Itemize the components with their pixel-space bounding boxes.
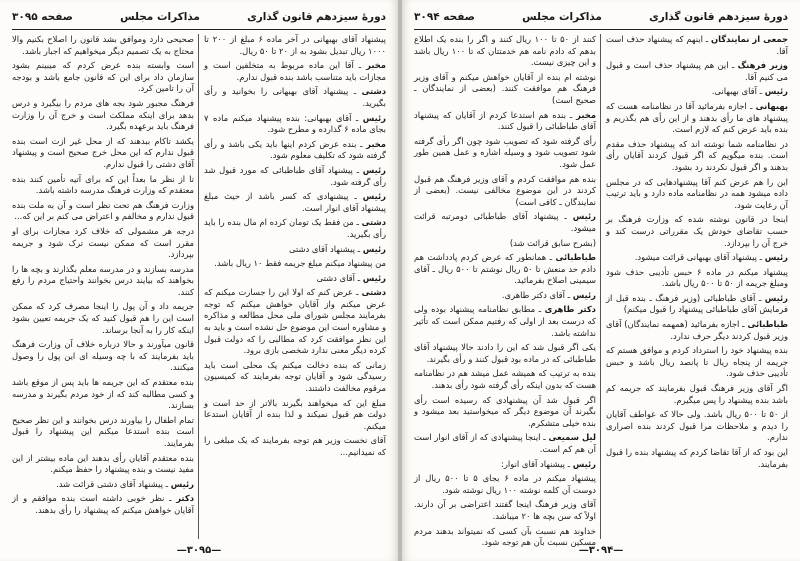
paragraph-text: پیشنهاد میکنم در ماده ۶ بجای ۵ تا ۵۰۰ ریال از دوست آن کلمه نوشته ۱۰۰ ریال نوشته شود. — [414, 473, 596, 495]
paragraph — [204, 435, 386, 458]
speaker-name: مخبر — [576, 109, 597, 120]
paragraph-text: یکی اگر قبول شد که این را دادند حالا پیشنهاد آقای طباطبائی که در ماده بود قبول کنند و رأی بگیرند. — [414, 342, 596, 364]
paragraph-text: من فقط یک تومان کرده ام مال بنده را باید رأی بگیرید. — [204, 217, 386, 239]
left-page-label: صفحه ۳۰۹۵ — [12, 11, 73, 23]
left-page — [0, 0, 398, 561]
paragraph: رئیس ـ پیشنهاد آقای انوار: — [501, 458, 596, 469]
paragraph: دشتی ـ عرض کنم که اولا این را جسارت میکنم که عرض میکنم واز آقایان خواهش میکنم که توجه بفرمایند مجلس شورای ملی محل مطالعه و مذاکره و مشاوره است این موضوع حل نشده است و باید به این نظر موافقت کرد که مطالبی را که دولت قبول کرده دیگر معنی ندارد شخصی بازی برود. — [204, 287, 386, 356]
paragraph-text: پیشنهاد آقای انوار: — [501, 458, 565, 469]
paragraph-text: این را هم عرض کنم آقا پیشنهادهایی که در مجلس داده میشود همه در نظامنامه ماده دارد و باید ترتیب آن رعایت شود. — [606, 176, 788, 210]
paragraph-text: بنده عرض کردم اینها باید یکی باشد و رأی گرفته شود که تکلیف معلوم شود. — [204, 138, 386, 161]
speaker-name: جمعی از نمایندگان — [710, 34, 788, 44]
speaker-name: مخبر — [366, 138, 386, 149]
right-page-number: —۳۰۹۴— — [578, 545, 624, 556]
speaker-name: رئیس — [572, 458, 596, 469]
paragraph: جمعی از نمایندگان ـ اینهم که پیشنهاد حذف است آقا. — [606, 34, 788, 56]
paragraph-text: من پیشنهاد میکنم مبلغ جریمه فقط ۱۰ ریال باشد. — [214, 258, 386, 269]
paragraph-text: پیشنهاد آقای بهبهانی قرائت میشود. — [634, 252, 757, 263]
speaker-name: رئیس — [362, 112, 387, 123]
paragraph — [606, 447, 788, 470]
paragraph-text: از ۵۰ تا ۵۰۰ ریال باشد. ولی حالا که عواطف آقایان را دیدم و ملاحظات مرا قبول کردند بنده اصراری ندارم. — [606, 409, 788, 443]
paragraph: دکتر ـ نظر خوبی داشته است بنده موافقم و از آقایان خواهش میکنم که پیشنهاد را رأی بدهند. — [12, 493, 194, 515]
speaker-name: بهبهانی — [755, 100, 789, 111]
left-page-number-text: ۳۰۹۵ — [186, 545, 212, 556]
paragraph — [12, 453, 194, 476]
speaker-name: رئیس — [362, 272, 386, 283]
paragraph — [606, 214, 788, 249]
left-page-number: —۳۰۹۵— — [176, 545, 222, 556]
right-page — [402, 0, 800, 561]
right-page-column-right — [606, 34, 788, 539]
paragraph-text: قانون میآورند و حالا درباره خلاف آن وزارت فرهنگ باید بفرمایند که با چه وسیله ای این پول را وصول میکنند. — [12, 339, 194, 373]
paragraph: مخبر ـ آقا این ماده مربوط به متخلفین است و مجازات باید متناسب باشد بنده قبول ندارم. — [204, 60, 386, 82]
paragraph-text: همانطور که عرض کردم پادداشت هم دادم حد منعش تا ۵۰ ریال نوشتم تا ۵۰۰ ریال ـ آقای سیمینی اصلاح بفرمائید. — [414, 252, 596, 286]
paragraph-text: مبلغ این که میخواهند بگیرند بالاتر از حد است و دولت هم قبول نمیکند و لذا بنده از آقایان استدعا میکنم. — [204, 397, 386, 431]
left-page-columns — [12, 34, 386, 539]
paragraph-text: آقا این ماده مربوط به متخلفین است و مجازات باید متناسب باشد بنده قبول ندارم. — [204, 60, 386, 82]
paragraph-text: اگر آقای وزیر فرهنگ قبول بفرمایند که جریمه کم باشد بنده پیشنهاد را پس میگیرم. — [606, 383, 788, 405]
paragraph: رئیس ـ آقای بهبهانی. — [711, 86, 788, 97]
paragraph-text: مطابق نظامنامه پیشنهاد بوده ولی که درست بعد از اولی که رفتیم ممکن است که تأثیر نداشته باشد. — [414, 304, 596, 338]
paragraph-text: درجه هر مشمولی که خلاف کرد مجازات برای او مقرر است که ممکن نیست ترک شود و جریمه بپردازد. — [12, 225, 194, 260]
paragraph: مخبر ـ بنده عرض کردم اینها باید یکی باشد و رأی گرفته شود که تکلیف معلوم شود. — [204, 138, 386, 161]
paragraph-text: وزارت فرهنگ هم تحت نظر است و آن به ملت بنده قبول ندارم و مخالفم و اعتراض می کنم بر این که... — [12, 199, 194, 222]
paragraph-text: پیشنهاد آقای بهبهانی را بخوانید و رأی بگیرید. — [204, 86, 386, 108]
paragraph: رئیس ـ پیشنهاد آقای بهبهانی قرائت میشود. — [634, 252, 788, 263]
paragraph — [606, 409, 788, 444]
paragraph — [12, 34, 194, 57]
paragraph-text: اجازه بفرمائید (همهمه نمایندگان) آقای وزیر قبول کردند دیگر حرف ندارد. — [606, 319, 788, 341]
paragraph: رئیس ـ پیشنهاد آقای طباطبائی دومرتبه قرائت میشود. — [414, 211, 596, 233]
paragraph — [414, 395, 596, 430]
paragraph: رئیس ـ پیشنهاد آقای دشتی قرائت شد. — [56, 478, 194, 489]
paragraph-text: مدرسه بسازند و در مدرسه معلم بگذارند و بچه ها را بخواهند که بیایند درس بخوانند واحتیاج مردم را رفع کنند. — [12, 263, 194, 297]
speaker-name: رئیس — [764, 292, 788, 303]
paragraph: رئیس ـ پیشنهاد آقای طباطبائی که مورد قبول شد رأی گرفته شود. — [204, 164, 386, 187]
column-divider — [600, 34, 601, 539]
paragraph — [606, 267, 788, 290]
speaker-name: دکتر طاهری — [544, 304, 596, 315]
paragraph-text: آقای بهبهانی. — [711, 86, 757, 97]
right-page-label: صفحه ۳۰۹۴ — [414, 11, 475, 23]
right-section-label: مذاکرات مجلس — [522, 11, 602, 23]
paragraph — [204, 360, 386, 395]
left-page-column-left — [12, 34, 194, 539]
paragraph-text: اینجا در قانون نوشته شده که وزارت فرهنگ بر حسب تقاضای خودش یک مقرراتی درست کند و خرج آن را بپردازد. — [606, 214, 788, 248]
paragraph: دکتر طاهری ـ مطابق نظامنامه پیشنهاد بوده ولی که درست بعد از اولی که رفتیم ممکن است که تأثیر نداشته باشد. — [414, 304, 596, 338]
paragraph-text: یکشد تاکام ببدهند که از محل غیر ازت است بنده قبول ندارم که این محل خرج صحیح است و پیشنهاد آقای دشتی را قبول ندارم. — [12, 135, 194, 169]
speaker-name: دشتی — [361, 287, 386, 298]
paragraph: دشتی ـ من فقط یک تومان کرده ام مال بنده را باید رأی بگیرید. — [204, 217, 387, 239]
paragraph-text: نوشته ام بنده از آقایان خواهش میکنم و آقای وزیر فرهنگ هم موافقت کنند. (بعضی از نمایندگان ـ صحیح است) — [414, 71, 596, 105]
paragraph-text: پیشنهاد آقای بهبهانی در آخر ماده ۶ مبلغ از ۲۰۰ تا ۱۰۰۰ ریال تبدیل بشود به از ۲۰ تا ۵۰ ریال. — [204, 34, 387, 56]
paragraph-text: اگر قبول شد آن پیشنهادی که رسیده است رأی بگیرند آن موضوع دیگر که میخواستید بعد میشود و بنده خیلی متشکرم. — [414, 394, 596, 428]
paragraph — [606, 345, 788, 380]
speaker-name: دشتی — [361, 217, 387, 228]
paragraph: لیل سمیعی ـ اینجا پیشنهادی که از آقای انوار است آن هم کم است. — [414, 432, 596, 454]
paragraph — [12, 415, 194, 450]
paragraph: طباطبائی ـ همانطور که عرض کردم پادداشت هم دادم حد منعش تا ۵۰ ریال نوشتم تا ۵۰۰ ریال ـ آقای سیمینی اصلاح بفرمائید. — [414, 252, 596, 286]
speaker-name: طباطبائی — [555, 252, 596, 263]
left-section-label: مذاکرات مجلس — [120, 11, 200, 23]
paragraph-text: آقای بهبهانی: بنده پیشنهاد میکنم ماده ۷ بجای ماده ۶ گذارده و مطرح شود. — [204, 112, 386, 135]
paragraph-text: پیشنهاد آقای طباطبائی دومرتبه قرائت میشود. — [414, 211, 596, 233]
paragraph: رئیس ـ آقای بهبهانی: بنده پیشنهاد میکنم ماده ۷ بجای ماده ۶ گذارده و مطرح شود. — [204, 112, 387, 135]
paragraph-text: تمام اطفال را بیاورند درس بخوانند و این نظر صحیح است بنده استدعا میکنم این پیشنهاد را قبول بفرمایند. — [12, 414, 194, 448]
paragraph-text: اینهم که پیشنهاد حذف است آقا. — [606, 34, 788, 56]
speaker-name: لیل سمیعی — [548, 432, 596, 443]
paragraph-text: صحیحی دارد وموافق بشد قانون را اصلاح بکنیم والا محتاج به یک تصمیم دیگر میخواهیم که اجبار باشد. — [12, 34, 194, 56]
paragraph-text: بنده هم استدعا کردم از آقایان که پیشنهاد آقای طباطبائی را قبول کنند. — [414, 109, 596, 132]
speaker-name: طباطبائی — [747, 319, 788, 330]
right-page-number-text: ۳۰۹۴ — [588, 545, 614, 556]
paragraph — [414, 473, 596, 496]
paragraph-text: آقای طباطبائی (وزیر فرهنگ ـ بنده قبل از فرمایش آقای طباطبائی پیشنهاد را قبول میکنم) — [606, 292, 788, 315]
paragraph-text: این هم پیشنهاد حذف است و قبول می کنیم آقا. — [606, 60, 788, 82]
paragraph-text: بنده به ترتیب که همیشه عمل میشد هم در نظامنامه هست که بدون اینکه رأی گرفته شود رأی بدهند. — [414, 368, 596, 391]
paragraph-text: پیشنهادی که کسر باشد از حیث مبلغ پیشنهاد آقای انوار است. — [204, 191, 386, 213]
paragraph-text: کنند از ۵۰ تا ۱۰۰ ریال کنند و اگر را بنده یک اطلاع بدهم که دادم نامه هم خدمتتان که تا ۱۰۰ ریال باشد و این چیزی نیست. — [414, 34, 596, 68]
right-section-title: دورۀ سیزدهم قانون گذاری — [649, 11, 788, 23]
speaker-name: رئیس — [362, 191, 386, 202]
column-divider — [198, 34, 199, 539]
paragraph-text: این بود که از آقا تقاضا کردم که پیشنهاد بنده را قبول بفرمایند. — [606, 447, 788, 469]
paragraph-text: اجازه بفرمائید آقا در نظامنامه هست که پیشنهاد های ما رأی بدهند و از این رأی هم بگذریم و بنده باید عرض کنم که لازم است. — [606, 100, 788, 135]
left-page-column-right — [204, 34, 386, 539]
paragraph — [414, 368, 596, 391]
speaker-name: وزیر فرهنگ — [737, 60, 788, 71]
paragraph — [12, 339, 194, 374]
paragraph: رئیس ـ آقای طباطبائی (وزیر فرهنگ ـ بنده قبل از فرمایش آقای طباطبائی پیشنهاد را قبول میکنم) — [606, 292, 788, 315]
paragraph-text: پیشنهاد آقای دشتی قرائت شد. — [56, 478, 163, 489]
paragraph-text: بنده پیشنهاد خود را استرداد کردم و موافق هستم که جریمه از پنجاه ریال تا پانصد ریال باشد و حبس تأدیبی حذف شود. — [606, 345, 788, 379]
paragraph-text: زمانی که بنده دخالت میکنم یک محلی است باید رسیدگی شود و آقایان توجه بفرمایند که کمیسیون مرقوم مخالفت داشتند. — [204, 359, 386, 394]
paragraph — [12, 98, 194, 133]
paragraph-text: پیشنهاد میکنم در ماده ۶ حبس تأدیبی حذف شود ومبلغ جریمه از ۵۰ تا ۵۰۰ ریال باشد. — [606, 266, 788, 289]
paragraph: مخبر ـ بنده هم استدعا کردم از آقایان که پیشنهاد آقای طباطبائی را قبول کنند. — [414, 109, 597, 132]
paragraph — [414, 174, 596, 209]
speaker-name: مخبر — [366, 60, 386, 71]
paragraph — [414, 136, 596, 171]
paragraph — [414, 238, 596, 250]
paragraph-text: آقای نخست وزیر هم توجه بفرمایند که یک مبلغی را که نمیدانیم... — [204, 435, 386, 457]
paragraph: طباطبائی ـ اجازه بفرمائید (همهمه نمایندگان) آقای وزیر قبول کردند دیگر حرف ندارد. — [606, 319, 788, 341]
paragraph — [12, 60, 194, 95]
paragraph: دشتی ـ پیشنهاد آقای بهبهانی را بخوانید و رأی بگیرید. — [204, 86, 386, 108]
paragraph — [12, 301, 194, 336]
paragraph-text: پیشنهاد آقای طباطبائی که مورد قبول شد رأی گرفته شود. — [204, 164, 386, 187]
paragraph — [12, 226, 194, 261]
paragraph-text: پیشنهاد آقای دشتی — [288, 243, 355, 254]
paragraph: رئیس ـ پیشنهاد آقای دشتی — [288, 243, 386, 254]
paragraph-text: بنده معتقدم که این جریمه ها باید پس از موقع باشد و کسی مطالبه کند که از خود مردم بگیرند و مدرسه بسازند. — [12, 377, 194, 411]
paragraph: رئیس ـ آقای دکتر طاهری. — [501, 289, 596, 300]
paragraph-text: است وابسته بنده عرض کردم که میبینم بشود سازمان داد برای این که قانون جامع باشد و بودجه آن را تامین کرد. — [12, 60, 194, 94]
left-section-title: دورۀ سیزدهم قانون گذاری — [247, 11, 386, 23]
paragraph — [12, 174, 194, 197]
right-page-column-left — [414, 34, 597, 548]
paragraph — [12, 264, 194, 299]
paragraph — [414, 342, 596, 365]
paragraph — [414, 34, 596, 69]
paragraph — [12, 136, 194, 171]
paragraph — [414, 72, 596, 107]
paragraph — [204, 258, 386, 270]
paragraph-text: رأی گرفته شود که تصویب شود چون اگر رأی گرفته شود تصویب شود و وسیله اشاره و عمل همین طور عمل شود. — [414, 135, 596, 169]
speaker-name: دشتی — [361, 86, 386, 97]
paragraph-text: تا از نظر ما بعداً این که برای آتیه تأمین کنند بنده معتقدم که وزارت فرهنگ مدرسه داشته باشد. — [12, 173, 194, 196]
paragraph — [12, 377, 194, 412]
paragraph-text: بنده معتقدم آقایان رأی بدهند این ماده بیشتر از این مفید نیست و بنده پیشنهاد را حفظ میکنم. — [12, 452, 194, 475]
paragraph — [414, 499, 596, 522]
paragraph-text: فرهنگ مجبور شود بجه های مردم را بیگیرد و درس بدهد برای اینکه مملکت است و خرج آن را وزارت فرهنگ باید برعهده بگیرد. — [12, 97, 194, 132]
speaker-name: رئیس — [764, 252, 788, 263]
speaker-name: دکتر — [176, 493, 194, 504]
speaker-name: رئیس — [170, 478, 194, 489]
paragraph-text: بنده هم موافقت کردم و آقای وزیر فرهنگ هم قبول کردند در این موضوع مخالفی نیست. (بعضی از نمایندگان ـ کافی است) — [414, 173, 596, 207]
speaker-name: رئیس — [572, 211, 596, 222]
paragraph: وزیر فرهنگ ـ این هم پیشنهاد حذف است و قبول می کنیم آقا. — [606, 60, 788, 82]
paragraph: رئیس ـ پیشنهادی که کسر باشد از حیث مبلغ پیشنهاد آقای انوار است. — [204, 191, 386, 213]
paragraph-text: عرض کنم که اولا این را جسارت میکنم که عرض میکنم واز آقایان خواهش میکنم که توجه بفرمایند مجلس شورای ملی محل مطالعه و مذاکره و مشاوره است این موضوع حل نشده است و باید به این نظر موافقت کرد که مطالبی را که دولت قبول کرده دیگر معنی ندارد شخصی بازی برود. — [204, 287, 386, 356]
paragraph-text: آقای وزیر فرهنگ اینجا گفتند اعتراضی بر آن دارند. اولاً که سن بچه ها ۲۰ میباشد. — [414, 499, 596, 521]
paragraph — [12, 200, 194, 223]
right-page-header — [414, 8, 788, 30]
paragraph: بهبهانی ـ اجازه بفرمائید آقا در نظامنامه هست که پیشنهاد های ما رأی بدهند و از این رأی هم بگذریم و بنده باید عرض کنم که لازم است. — [606, 100, 789, 135]
paragraph: رئیس ـ آقای دشتی — [316, 272, 386, 283]
paragraph-text: در نظامنامه شما نوشته اند که پیشنهاد حذف مقدم است. بنده میگویم که اگر قبول کردند آقایان رأی بدهند و اگر قبول نکردند رد بشود. — [606, 138, 788, 172]
paragraph-text: آقای دکتر طاهری. — [501, 289, 565, 300]
paragraph — [606, 139, 788, 174]
paragraph-text: خداوند هم نسبت بآن کسی که نمیتواند بدهند مردم مسکین نسبت بآن هم توجه شود. — [414, 525, 596, 548]
speaker-name: رئیس — [362, 164, 386, 175]
paragraph — [204, 34, 386, 57]
paragraph — [606, 383, 788, 406]
paragraph — [606, 177, 788, 212]
paragraph-text: نظر خوبی داشته است بنده موافقم و از آقایان خواهش میکنم که پیشنهاد را رأی بدهند. — [12, 493, 194, 515]
speaker-name: رئیس — [764, 86, 788, 97]
paragraph-text: اینجا پیشنهادی که از آقای انوار است آن هم کم است. — [414, 432, 596, 454]
left-page-header — [12, 8, 386, 30]
speaker-name: رئیس — [362, 243, 386, 254]
paragraph-text: آقای دشتی — [316, 272, 355, 283]
speaker-name: رئیس — [572, 289, 596, 300]
paragraph-text: (بشرح سابق قرائت شد) — [509, 237, 596, 248]
right-page-columns — [414, 34, 789, 548]
paragraph-text: جریمه داد و آن پول را اینجا مصرف کرد که ممکن است این را هم قبول کنید که یک جریمه تعیین بشود اینکه کار را به آنجا برساند. — [12, 301, 194, 335]
paragraph — [204, 398, 386, 433]
